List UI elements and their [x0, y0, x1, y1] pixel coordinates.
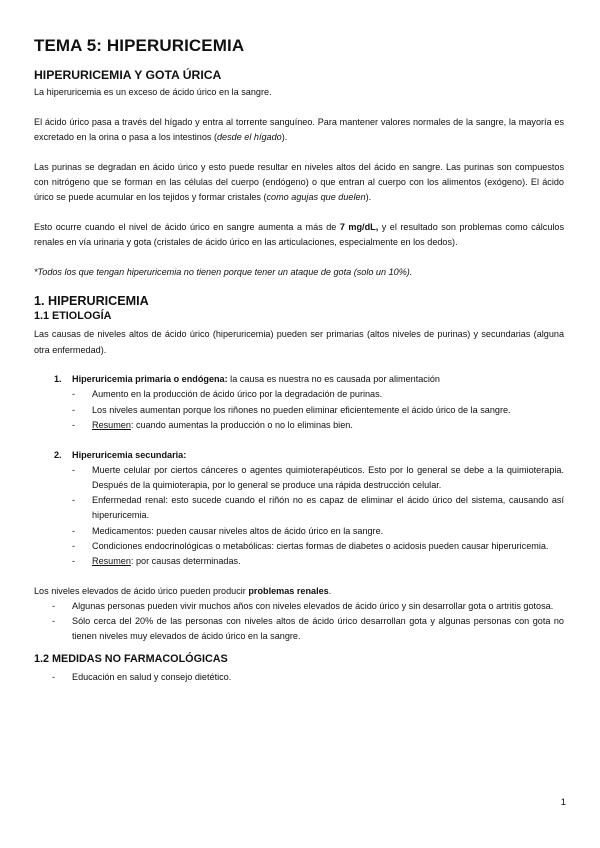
- list-item: 2. Hiperuricemia secundaria:: [54, 449, 187, 460]
- list-item: - Enfermedad renal: esto sucede cuando el riñón no es capaz de eliminar el ácido úrico del sistema, causando así hiperuricemia.: [34, 493, 564, 523]
- numbered-list: [34, 372, 564, 387]
- bullet-list: [34, 599, 564, 645]
- list-item: - Resumen: por causas determinadas.: [34, 554, 564, 569]
- paragraph: El ácido úrico pasa a través del hígado y entra al torrente sanguíneo. Para mantener valores normales de la sangre, la mayoría es excretado en la orina o pasa a los intestinos (desde el hígado).: [34, 116, 564, 142]
- bullet-list: [34, 463, 564, 569]
- list-item: - Resumen: cuando aumentas la producción o no lo eliminas bien.: [34, 418, 564, 433]
- page-number: 1: [560, 797, 566, 808]
- list-item: - Sólo cerca del 20% de las personas con niveles altos de ácido úrico desarrollan gota y algunas personas con gota no tienen niveles muy elevados de ácido úrico en la sangre.: [34, 614, 564, 644]
- list-item: - Algunas personas pueden vivir muchos años con niveles elevados de ácido úrico y sin desarrollar gota o artritis gotosa.: [34, 599, 564, 614]
- subsection-heading-1-1: 1.1 ETIOLOGÍA: [34, 310, 112, 323]
- paragraph: Los niveles elevados de ácido úrico pueden producir problemas renales.: [34, 585, 332, 596]
- section-heading-intro: HIPERURICEMIA Y GOTA ÚRICA: [34, 68, 222, 82]
- list-item: - Aumento en la producción de ácido úrico por la degradación de purinas.: [34, 387, 564, 402]
- list-item: - Los niveles aumentan porque los riñones no pueden eliminar eficientemente el ácido úrico de la sangre.: [34, 403, 564, 418]
- page-title: TEMA 5: HIPERURICEMIA: [34, 36, 245, 55]
- list-item: - Muerte celular por ciertos cánceres o agentes quimioterapéuticos. Esto por lo general se debe a la quimioterapia. Después de la quimioterapia, por lo general se produce una rápida destrucción celular.: [34, 463, 564, 493]
- list-item: - Medicamentos: pueden causar niveles altos de ácido úrico en la sangre.: [34, 524, 564, 539]
- paragraph: Las causas de niveles altos de ácido úrico (hiperuricemia) pueden ser primarias (altos niveles de purinas) y secundarias (alguna otra enfermedad).: [34, 329, 564, 355]
- numbered-list: [34, 448, 564, 463]
- footnote: *Todos los que tengan hiperuricemia no tienen porque tener un ataque de gota (solo un 10%).: [34, 266, 413, 277]
- list-item: - Educación en salud y consejo dietético.: [34, 670, 564, 685]
- paragraph: Esto ocurre cuando el nivel de ácido úrico en sangre aumenta a más de 7 mg/dL, y el resultado son problemas como cálculos renales en vía urinaria y gota (cristales de ácido úrico en las articulaciones, especialmente en los dedos).: [34, 221, 565, 247]
- list-item: 1. Hiperuricemia primaria o endógena: la causa es nuestra no es causada por alimentación: [54, 374, 440, 385]
- section-heading-1: 1. HIPERURICEMIA: [34, 294, 149, 309]
- document-page: [34, 36, 564, 686]
- bullet-list: [34, 670, 564, 685]
- paragraph: Las purinas se degradan en ácido úrico y esto puede resultar en niveles altos del ácido en sangre. Las purinas son compuestos con nitrógeno que se forman en las células del cuerpo (endógeno) o que entran al cuerpo con los alimentos (exógeno). El ácido úrico se puede acumular en los tejidos y formar cristales (como agujas que duelen).: [34, 161, 564, 203]
- paragraph: La hiperuricemia es un exceso de ácido úrico en la sangre.: [34, 87, 272, 97]
- subsection-heading-1-2: 1.2 MEDIDAS NO FARMACOLÓGICAS: [34, 653, 228, 666]
- bullet-list: [34, 387, 564, 433]
- list-item: - Condiciones endocrinológicas o metabólicas: ciertas formas de diabetes o acidosis pueden causar hiperuricemia.: [34, 539, 564, 554]
